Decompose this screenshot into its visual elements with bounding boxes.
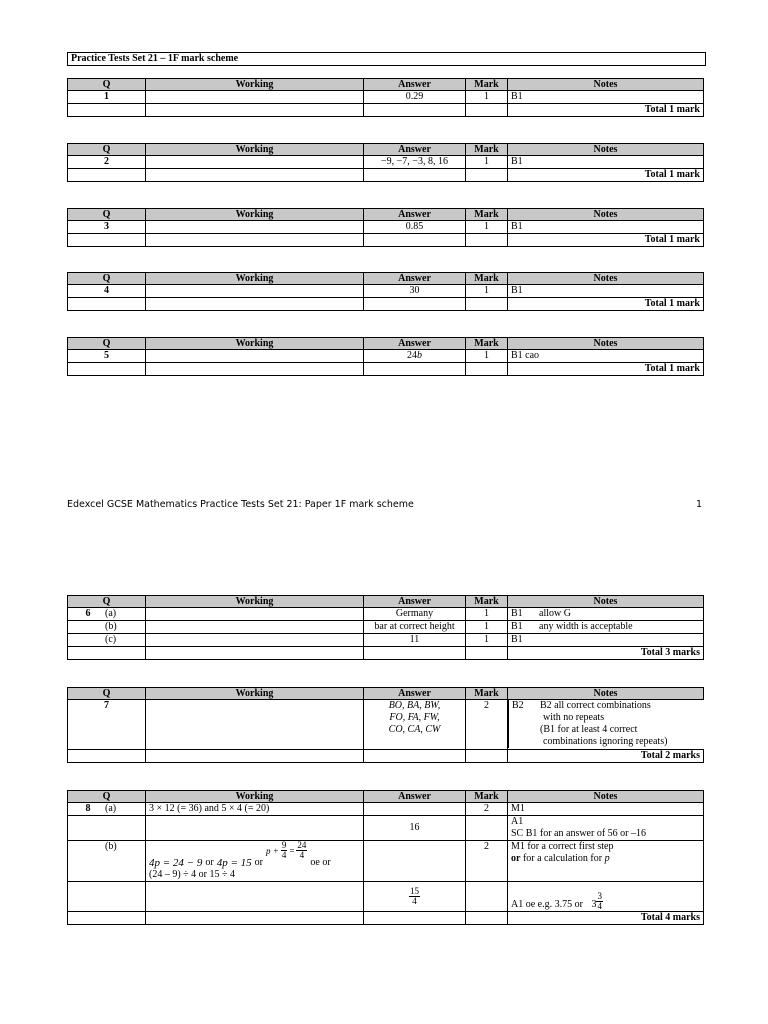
question-number: 3 <box>68 221 146 234</box>
header-working: Working <box>146 596 364 608</box>
note-line: B2 all correct combinations <box>540 700 651 711</box>
question-number: 7 <box>68 700 146 750</box>
mark-cell: 1 <box>466 156 508 169</box>
mark-cell: 1 <box>466 91 508 104</box>
notes-cell <box>508 700 704 748</box>
total-marks: Total 4 marks <box>508 912 704 925</box>
working-cell <box>146 882 364 912</box>
working-cell <box>146 700 364 750</box>
mark-cell: 1 <box>466 608 508 621</box>
question-number: 8 <box>85 803 91 814</box>
total-marks: Total 1 mark <box>508 298 704 311</box>
answer-cell <box>364 350 466 363</box>
mark-cell: 1 <box>466 221 508 234</box>
working-step-3: p + <box>265 845 279 856</box>
working-cell <box>146 634 364 647</box>
header-q: Q <box>68 338 146 350</box>
mark-code: B2 <box>512 700 524 711</box>
working-step-4: (24 – 9) ÷ 4 or 15 ÷ 4 <box>149 869 235 880</box>
table-row <box>68 841 704 882</box>
header-mark: Mark <box>466 791 508 803</box>
notes-cell <box>508 608 704 621</box>
working-cell <box>146 156 364 169</box>
header-notes: Notes <box>508 338 704 350</box>
total-row <box>68 363 704 376</box>
notes-cell: B1 <box>508 285 704 298</box>
header-working: Working <box>146 688 364 700</box>
working-cell <box>146 816 364 841</box>
header-mark: Mark <box>466 273 508 285</box>
working-cell <box>146 350 364 363</box>
question-number: 2 <box>68 156 146 169</box>
notes-cell <box>508 882 704 912</box>
notes-cell <box>508 634 704 647</box>
table-row <box>68 621 704 634</box>
working-step-1: 4p = 24 − 9 <box>149 857 203 869</box>
mark-cell <box>466 816 508 841</box>
working-cell <box>146 91 364 104</box>
question-number: 1 <box>68 91 146 104</box>
working-cell <box>146 221 364 234</box>
header-q: Q <box>68 688 146 700</box>
fraction: $\frac{24}{4}$ <box>297 840 307 860</box>
working-cell <box>146 841 364 882</box>
notes-cell: M1 <box>508 803 704 816</box>
mark-cell: 1 <box>466 350 508 363</box>
table-header <box>68 209 704 221</box>
mark-cell: 1 <box>466 634 508 647</box>
header-notes: Notes <box>508 144 704 156</box>
notes-cell <box>508 621 704 634</box>
fraction: $\frac{9}{4}$ <box>281 840 287 860</box>
mark-cell: 2 <box>466 803 508 816</box>
question-cell <box>68 621 146 634</box>
header-notes: Notes <box>508 688 704 700</box>
question-cell <box>68 882 146 912</box>
answer-cell <box>364 882 466 912</box>
table-header <box>68 79 704 91</box>
total-marks: Total 1 mark <box>508 363 704 376</box>
total-marks: Total 3 marks <box>508 647 704 660</box>
notes-cell <box>508 841 704 882</box>
working-cell <box>146 621 364 634</box>
question-2-table <box>67 143 704 182</box>
notes-cell: B1 <box>508 91 704 104</box>
question-number: 5 <box>68 350 146 363</box>
total-row <box>68 104 704 117</box>
answer-cell: −9, −7, −3, 8, 16 <box>364 156 466 169</box>
note-line: combinations ignoring repeats) <box>543 736 668 747</box>
header-answer: Answer <box>364 338 466 350</box>
header-working: Working <box>146 209 364 221</box>
header-q: Q <box>68 79 146 91</box>
table-row <box>68 816 704 841</box>
header-notes: Notes <box>508 791 704 803</box>
note-text: allow G <box>539 608 571 619</box>
total-row <box>68 169 704 182</box>
question-part: (b) <box>105 621 117 632</box>
equals-sign: = <box>289 845 295 856</box>
question-cell <box>68 634 146 647</box>
answer-line: CO, CA, CW <box>388 724 441 735</box>
header-answer: Answer <box>364 209 466 221</box>
question-part: (a) <box>105 803 117 814</box>
answer-cell: 30 <box>364 285 466 298</box>
answer-cell <box>364 700 466 750</box>
total-marks: Total 1 mark <box>508 234 704 247</box>
mark-code: B1 <box>511 621 523 632</box>
header-notes: Notes <box>508 79 704 91</box>
question-number: 4 <box>68 285 146 298</box>
notes-cell <box>508 816 704 841</box>
header-mark: Mark <box>466 209 508 221</box>
note-line: with no repeats <box>543 712 605 723</box>
table-header <box>68 688 704 700</box>
total-marks: Total 1 mark <box>508 104 704 117</box>
table-header <box>68 791 704 803</box>
question-cell <box>68 608 146 621</box>
total-row <box>68 750 704 763</box>
question-4-table <box>67 272 704 311</box>
mark-cell <box>466 882 508 912</box>
total-row <box>68 298 704 311</box>
total-marks: Total 2 marks <box>508 750 704 763</box>
header-q: Q <box>68 144 146 156</box>
table-header <box>68 144 704 156</box>
question-number: 6 <box>85 608 91 619</box>
document-title: Practice Tests Set 21 – 1F mark scheme <box>67 52 706 66</box>
answer-cell: 11 <box>364 634 466 647</box>
question-cell <box>68 803 146 816</box>
table-row <box>68 700 704 750</box>
table-row <box>68 285 704 298</box>
header-mark: Mark <box>466 688 508 700</box>
table-row <box>68 634 704 647</box>
answer-cell: Germany <box>364 608 466 621</box>
header-notes: Notes <box>508 209 704 221</box>
header-mark: Mark <box>466 596 508 608</box>
note-line: or for a calculation for p <box>511 853 610 864</box>
note-text: any width is acceptable <box>539 621 633 632</box>
footer-text: Edexcel GCSE Mathematics Practice Tests Set 21: Paper 1F mark scheme <box>67 499 414 510</box>
mark-cell: 2 <box>466 700 508 750</box>
note-line: A1 <box>511 816 524 827</box>
answer-variable: b <box>417 350 422 361</box>
answer-cell <box>364 803 466 816</box>
table-header <box>68 273 704 285</box>
header-mark: Mark <box>466 144 508 156</box>
header-answer: Answer <box>364 144 466 156</box>
question-8-table <box>67 790 704 925</box>
notes-cell: B1 cao <box>508 350 704 363</box>
header-notes: Notes <box>508 273 704 285</box>
working-step-2: 4p = 15 <box>216 857 252 869</box>
total-marks: Total 1 mark <box>508 169 704 182</box>
table-row <box>68 350 704 363</box>
question-cell <box>68 816 146 841</box>
header-q: Q <box>68 273 146 285</box>
header-mark: Mark <box>466 79 508 91</box>
mark-code: B1 <box>511 634 523 645</box>
table-row <box>68 608 704 621</box>
total-row <box>68 234 704 247</box>
answer-cell: 16 <box>364 816 466 841</box>
mark-cell: 2 <box>466 841 508 882</box>
answer-cell: bar at correct height <box>364 621 466 634</box>
header-answer: Answer <box>364 79 466 91</box>
answer-cell: 0.85 <box>364 221 466 234</box>
oe-text: oe or <box>310 857 331 868</box>
working-cell <box>146 608 364 621</box>
notes-cell: B1 <box>508 221 704 234</box>
total-row <box>68 647 704 660</box>
mixed-number-fraction: $\frac{3}{4}$ <box>597 891 602 911</box>
question-3-table <box>67 208 704 247</box>
header-working: Working <box>146 144 364 156</box>
total-row <box>68 912 704 925</box>
header-working: Working <box>146 79 364 91</box>
question-6-table <box>67 595 704 660</box>
working-cell: 3 × 12 (= 36) and 5 × 4 (= 20) <box>146 803 364 816</box>
header-q: Q <box>68 209 146 221</box>
answer-number: 24 <box>407 350 417 361</box>
question-part: (c) <box>105 634 117 645</box>
question-part: (b) <box>105 841 117 852</box>
mark-cell: 1 <box>466 621 508 634</box>
question-7-table <box>67 687 704 763</box>
table-header <box>68 338 704 350</box>
or-text: or <box>254 857 263 868</box>
mark-code: B1 <box>511 608 523 619</box>
question-5-table <box>67 337 704 376</box>
table-row <box>68 156 704 169</box>
table-row <box>68 882 704 912</box>
table-row <box>68 91 704 104</box>
header-answer: Answer <box>364 273 466 285</box>
page-number: 1 <box>696 499 703 510</box>
header-mark: Mark <box>466 338 508 350</box>
question-cell <box>68 841 146 882</box>
mark-cell: 1 <box>466 285 508 298</box>
note-line: SC B1 for an answer of 56 or –16 <box>511 828 646 839</box>
header-answer: Answer <box>364 596 466 608</box>
header-q: Q <box>68 791 146 803</box>
table-header <box>68 596 704 608</box>
header-answer: Answer <box>364 688 466 700</box>
answer-fraction: $\frac{15}{4}$ <box>410 886 419 906</box>
header-working: Working <box>146 338 364 350</box>
notes-cell: B1 <box>508 156 704 169</box>
answer-cell: 0.29 <box>364 91 466 104</box>
answer-line: FO, FA, FW, <box>389 712 440 723</box>
header-working: Working <box>146 273 364 285</box>
working-cell <box>146 285 364 298</box>
note-line: (B1 for at least 4 correct <box>540 724 638 735</box>
question-1-table <box>67 78 704 117</box>
table-row <box>68 803 704 816</box>
answer-cell <box>364 841 466 882</box>
answer-line: BO, BA, BW, <box>388 700 441 711</box>
header-answer: Answer <box>364 791 466 803</box>
table-row <box>68 221 704 234</box>
header-working: Working <box>146 791 364 803</box>
note-line: M1 for a correct first step <box>511 841 614 852</box>
or-text: or <box>205 857 214 868</box>
header-q: Q <box>68 596 146 608</box>
note-line: A1 oe e.g. 3.75 or <box>511 899 583 910</box>
header-notes: Notes <box>508 596 704 608</box>
mixed-number-whole: 3 <box>591 899 597 910</box>
question-part: (a) <box>105 608 117 619</box>
